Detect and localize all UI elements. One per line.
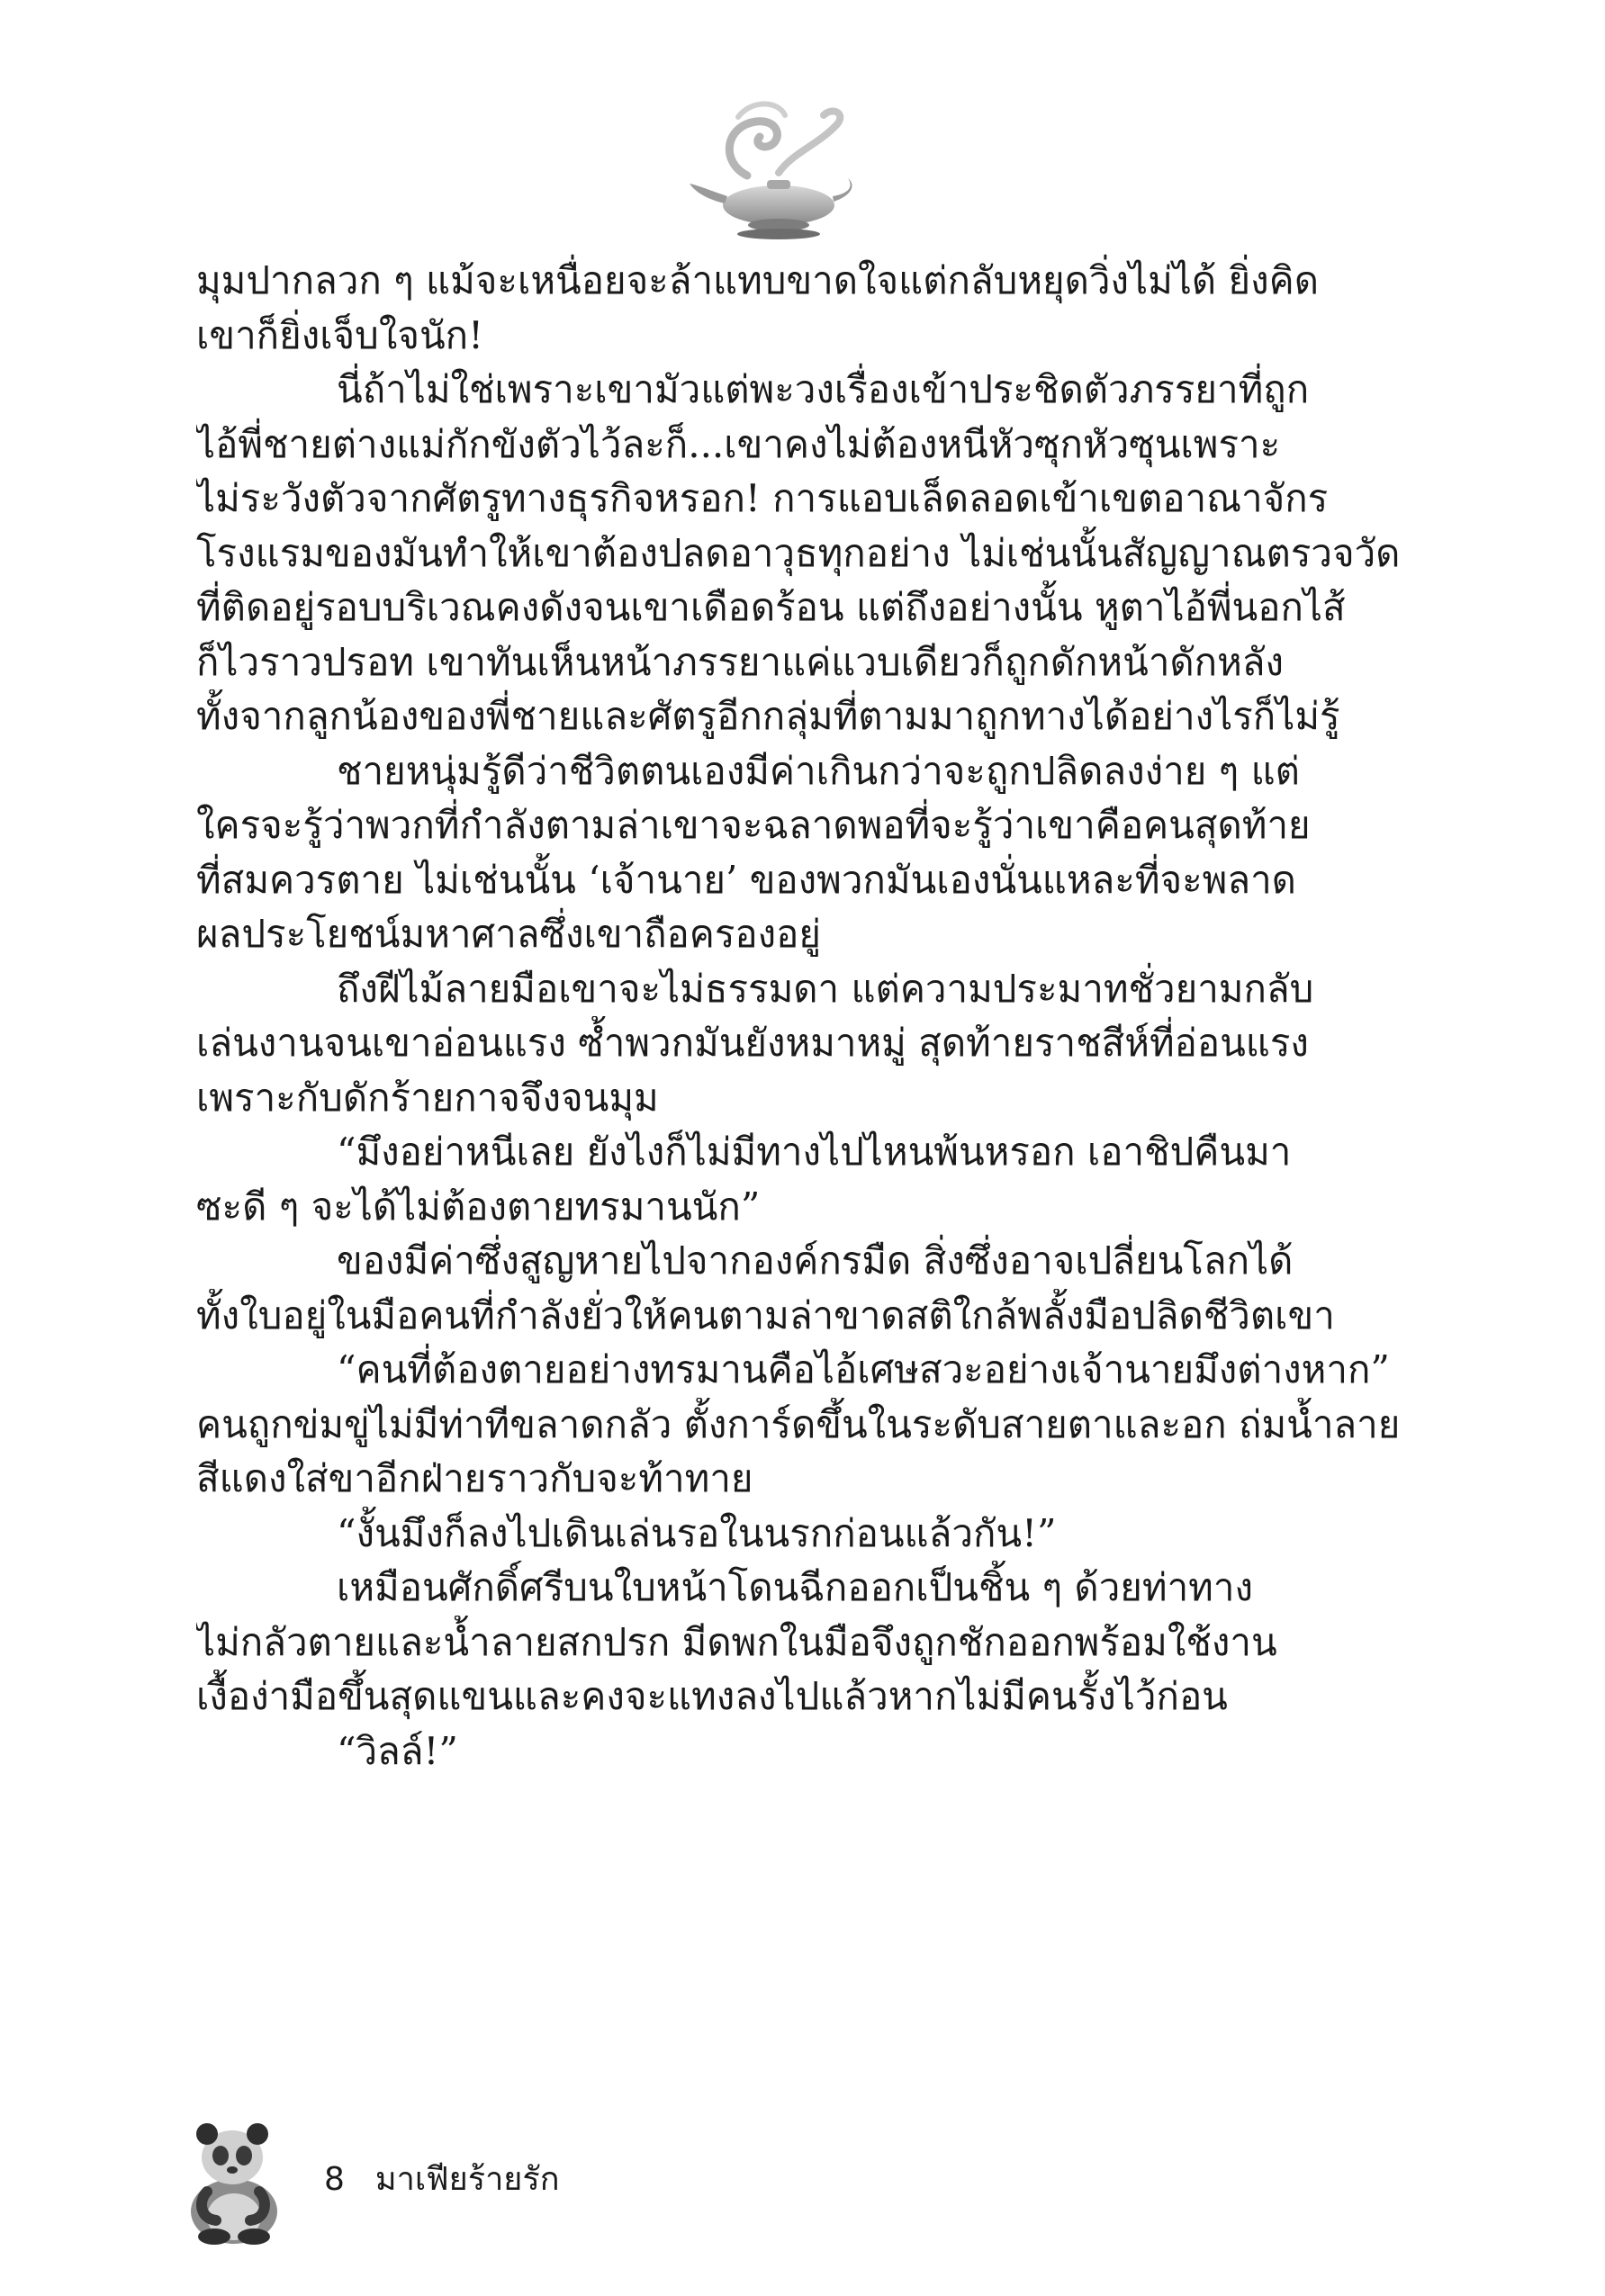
page-footer — [324, 2153, 560, 2204]
text-line: ใครจะรู้ว่าพวกที่กำลังตามล่าเขาจะฉลาดพอที่จะรู้ว่าเขาคือคนสุดท้าย — [196, 803, 1311, 847]
text-line: นี่ถ้าไม่ใช่เพราะเขามัวแต่พะวงเรื่องเข้าประชิดตัวภรรยาที่ถูก — [337, 367, 1310, 411]
text-line: เขาก็ยิ่งเจ็บใจนัก! — [196, 312, 483, 357]
text-line: ที่สมควรตาย ไม่เช่นนั้น ‘เจ้านาย’ ของพวกมันเองนั่นแหละที่จะพลาด — [196, 857, 1296, 902]
text-line: มุมปากลวก ๆ แม้จะเหนื่อยจะล้าแทบขาดใจแต่กลับหยุดวิ่งไม่ได้ ยิ่งคิด — [196, 258, 1320, 302]
text-line: เหมือนศักดิ์ศรีบนใบหน้าโดนฉีกออกเป็นชิ้น ๆ ด้วยท่าทาง — [337, 1565, 1253, 1609]
text-line: สีแดงใส่ขาอีกฝ่ายราวกับจะท้าทาย — [196, 1456, 753, 1500]
text-line: ก็ไวราวปรอท เขาทันเห็นหน้าภรรยาแค่แวบเดียวก็ถูกดักหน้าดักหลัง — [196, 639, 1285, 684]
text-line: คนถูกข่มขู่ไม่มีท่าทีขลาดกลัว ตั้งการ์ดขึ้นในระดับสายตาและอก ถ่มน้ำลาย — [196, 1401, 1401, 1446]
text-line: ผลประโยชน์มหาศาลซึ่งเขาถือครองอยู่ — [196, 912, 821, 956]
book-title: มาเฟียร้ายรัก — [374, 2161, 560, 2198]
body-text — [196, 254, 1428, 1778]
text-line: ทั้งจากลูกน้องของพี่ชายและศัตรูอีกกลุ่มที่ตามมาถูกทางได้อย่างไรก็ไม่รู้ — [196, 694, 1340, 738]
panda-mascot-icon — [180, 2111, 288, 2246]
text-line: “วิลล์!” — [337, 1728, 458, 1773]
text-line: เล่นงานจนเขาอ่อนแรง ซ้ำพวกมันยังหมาหมู่ สุดท้ายราชสีห์ที่อ่อนแรง — [196, 1021, 1309, 1065]
text-line: ที่ติดอยู่รอบบริเวณคงดังจนเขาเดือดร้อน แต่ถึงอย่างนั้น หูตาไอ้พี่นอกไส้ — [196, 585, 1346, 629]
text-line: ถึงฝีไม้ลายมือเขาจะไม่ธรรมดา แต่ความประมาทชั่วยามกลับ — [337, 966, 1314, 1011]
text-line: “มึงอย่าหนีเลย ยังไงก็ไม่มีทางไปไหนพ้นหรอก เอาชิปคืนมา — [337, 1130, 1292, 1174]
text-line: โรงแรมของมันทำให้เขาต้องปลดอาวุธทุกอย่าง ไม่เช่นนั้นสัญญาณตรวจวัด — [196, 530, 1401, 575]
text-line: ชายหนุ่มรู้ดีว่าชีวิตตนเองมีค่าเกินกว่าจะถูกปลิดลงง่าย ๆ แต่ — [337, 748, 1300, 793]
text-line: ทั้งใบอยู่ในมือคนที่กำลังยั่วให้คนตามล่าขาดสติใกล้พลั้งมือปลิดชีวิตเขา — [196, 1292, 1335, 1337]
text-line: ไม่ระวังตัวจากศัตรูทางธุรกิจหรอก! การแอบเล็ดลอดเข้าเขตอาณาจักร — [196, 476, 1329, 520]
text-line: ซะดี ๆ จะได้ไม่ต้องตายทรมานนัก” — [196, 1184, 761, 1229]
text-line: ไม่กลัวตายและน้ำลายสกปรก มีดพกในมือจึงถูกชักออกพร้อมใช้งาน — [196, 1619, 1277, 1664]
genie-lamp-icon — [684, 90, 873, 252]
text-line: ของมีค่าซึ่งสูญหายไปจากองค์กรมืด สิ่งซึ่งอาจเปลี่ยนโลกได้ — [337, 1238, 1294, 1283]
text-line: “งั้นมึงก็ลงไปเดินเล่นรอในนรกก่อนแล้วกัน!” — [337, 1510, 1057, 1555]
page-number: 8 — [324, 2161, 345, 2198]
text-line: ไอ้พี่ชายต่างแม่กักขังตัวไว้ละก็...เขาคงไม่ต้องหนีหัวซุกหัวซุนเพราะ — [196, 421, 1281, 466]
text-line: เงื้อง่ามือขึ้นสุดแขนและคงจะแทงลงไปแล้วหากไม่มีคนรั้งไว้ก่อน — [196, 1674, 1228, 1718]
text-line: “คนที่ต้องตายอย่างทรมานคือไอ้เศษสวะอย่างเจ้านายมึงต่างหาก” — [337, 1347, 1390, 1391]
text-line: เพราะกับดักร้ายกาจจึงจนมุม — [196, 1075, 659, 1120]
